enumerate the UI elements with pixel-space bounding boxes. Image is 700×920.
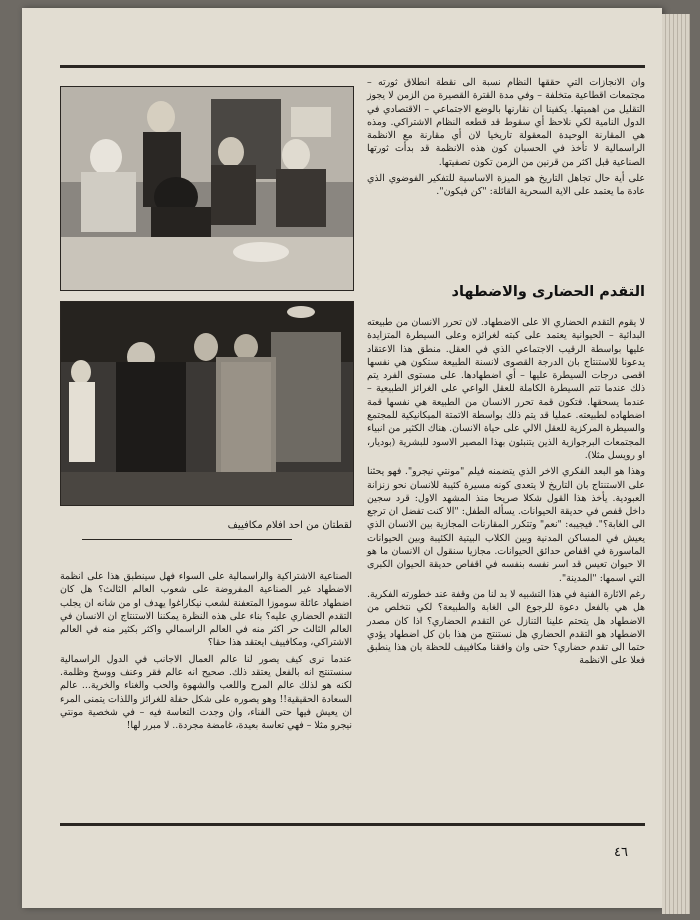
paragraph: على أية حال تجاهل التاريخ هو الميزة الاساسية للتفكير الفوضوي الذي عادة ما يعتمد على الاية السحرية القائلة: "كن فيكون". [367, 173, 645, 198]
paragraph: عندما نرى كيف يصور لنا عالم العمال الاجانب في الدول الراسمالية سنستنتج انه بالفعل يعتقد ذلك. صحيح انه عالم فقر وعنف ووسخ وظلمة. لكنه هو لذلك عالم المرح واللعب والشهوة والحب والغناء والخرية... عالم السعادة الحقيقية!! وهو يصوره على شكل حفلة للغرائز واللذات يتمنى المرء ان يعيش فيها حتى الفناء، وان وجدت التعاسة فيه – في شخصية مونتي نيجرو مثلا – فهي تعاسة بعيدة، غامضة مجردة.. لا مبرر لها! [60, 653, 352, 732]
left-column-text [60, 570, 352, 736]
paragraph: وهذا هو البعد الفكري الاخر الذي يتضمنه فيلم "مونتي نيجرو". فهو يحثنا على الاستنتاج بان التاريخ لا يتعدى كونه مسيرة كئيبة للانسان نحو زنزانة العبودية. يأخذ هذا القول شكلا صريحا منذ المشهد الاول: قرد سجين داخل قفص في حديقة الحيوانات. يسأله الطفل: "الا كنت تفضل ان ترجع الى الغابة؟". فيجيبه: "نعم" وتتكرر المقارنات المجازية بين الانسان الذي يعيش في المساكن المدنية وبين الكلاب البيتية الكئيبة وبين الحيوانات الماسورة في اقفاص حدائق الحيوانات. مجازيا سنقول ان الانسان ما هو الا حيوان تعيس قد اسر نفسه بنفسه في اقفاص حديقة الحيوان الكبرى التي اسمها: "المدينة". [367, 466, 645, 584]
section-heading: التقدم الحضارى والاضطهاد [451, 284, 645, 300]
right-column-body [367, 316, 645, 671]
film-still-bottom [60, 301, 354, 506]
bottom-rule [60, 823, 645, 826]
paragraph: وان الانجازات التي حققها النظام نسبة الى نقطة انطلاق ثورته – مجتمعات اقطاعية متخلفة – وفي مدة القترة القصيرة من الزمن لا يجوز التقليل من اهميتها. يكفينا ان نقارنها بالوضع الاجتماعي – الاقتصادي في الدول النامية لكي نلاحظ أي سقوط قد قطعه النظام الاشتراكي. ومذه هي المقارنة الوحيدة المعقولة تاريخيا لان أي مقارنة مع الانظمة الراسمالية لا تأخذ في الحسبان كون هذه الانظمة قد بدأت ثورتها الصناعية قبل اكثر من قرنين من الزمن تكون تصفيتها. [367, 77, 645, 168]
photo-caption: لقطتان من احد افلام مكافييف [227, 520, 352, 531]
paragraph: الصناعية الاشتراكية والراسمالية على السواء فهل سينطبق هذا على انظمة الاضطهاد غير الصناعية المفروضة على شعوب العالم الثالث؟ هل كان اضطهاد عائلة سوموزا المتعفنة لشعب نيكاراغوا يهدف او من شانه ان يجلب التقدم الحضاري عليه؟ بناء على هذه النظرة يمكننا الاستنتاج ان الانسان في العالم الثالث حر اكثر منه في العالم الراسمالي واكثر بكثير منه في العالم الاشتراكي، ومكافييف ايعتقد هذا حقا؟ [60, 571, 352, 649]
page-stack-edge [662, 14, 690, 914]
top-rule [60, 65, 645, 68]
film-still-top [60, 86, 354, 291]
right-column-top [367, 76, 645, 202]
magazine-page [22, 8, 662, 908]
caption-rule [82, 539, 292, 540]
paragraph: رغم الاثارة الفنية في هذا التشبيه لا بد لنا من وقفة عند خطورته الفكرية. هل هي بالفعل دعوة للرجوع الى الغابة والطبيعة؟ لكي نتخلص من الاضطهاد هل يتحتم علينا التنازل عن التقدم الحضاري؟ اذا كان مصدر الاضطهاد هو التقدم الحضاري هل نستنتج من هذا بان كل اضطهاد يؤدي حتما الى تقدم حضاري؟ حتى وان وافقنا مكافييف للحظة بان هذا ينطبق فعلا على الانظمة [367, 588, 645, 667]
paragraph: لا يقوم التقدم الحضاري الا على الاضطهاد. لان تحرر الانسان من طبيعته البدائية – الحيوانية يعتمد على كبته لغرائزه وعلى السيطرة المتزايدة عليها بواسطة الرقيب الاجتماعي الذي في العقل. منطق هذا الاعتقاد يدعونا للاستنتاج بان الدرجة القصوى لانسنة الطبيعة ستكون هي نفسها اقصى درجات السيطرة عليها – أي اضطهادها. على مستوى الفرد يتم ذلك عندما تتم السيطرة الكاملة للعقل الواعي على الغرائز الطبيعية – عندما يسحقها. فتكون قمة تحرر الانسان من الطبيعة هي نفسها قمة اضطهاده لطبيعته. عمليا قد يتم ذلك بواسطة الاتمتة الميكانيكية للمجتمع والسيطرة المركزية للعقل الالي على حياة الانسان. هناك الكثير من انبياء المجتمعات البرجوازية الذين يتنبئون بهذا المصير الاسود للبشرية (بوديار، او رويسل مثلا). [367, 317, 645, 461]
page-number: ٤٦ [614, 845, 628, 860]
